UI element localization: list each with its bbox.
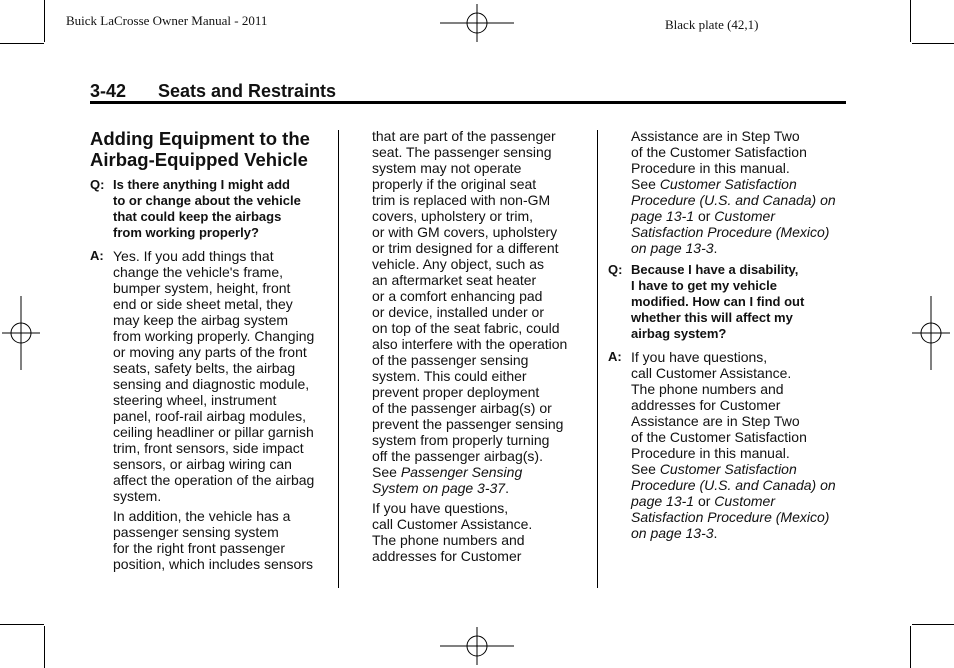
answer-line: system. [113, 488, 162, 504]
cross-reference-link[interactable]: Satisfaction Procedure (Mexico) [631, 509, 830, 525]
paragraph-line: of the Customer Satisfaction [631, 144, 807, 160]
registration-mark-top-icon [440, 4, 514, 42]
question-line: whether this will affect my [631, 310, 793, 325]
paragraph-line: addresses for Customer [372, 548, 522, 564]
see-reference [631, 224, 848, 240]
heading-line: Adding Equipment to the [90, 128, 310, 149]
see-reference [631, 509, 848, 525]
question-block [90, 177, 335, 241]
answer-block [608, 349, 848, 541]
column-3 [608, 128, 848, 541]
answer-tag: A: [608, 349, 622, 364]
paragraph-line: or a comfort enhancing pad [372, 288, 543, 304]
page-number: 3-42 [90, 81, 127, 101]
cross-reference-link[interactable]: Procedure (U.S. and Canada) on [631, 192, 836, 208]
question-tag: Q: [90, 177, 105, 192]
answer-line: may keep the airbag system [113, 312, 289, 328]
see-prefix: See [372, 464, 401, 480]
cross-reference-link[interactable]: Procedure (U.S. and Canada) on [631, 477, 836, 493]
paragraph-line: that are part of the passenger [372, 128, 556, 144]
see-prefix: See [631, 461, 660, 477]
see-reference [372, 464, 594, 480]
question-tag: Q: [608, 262, 623, 277]
manual-title: Buick LaCrosse Owner Manual - 2011 [66, 13, 268, 28]
paragraph-line: or with GM covers, upholstery [372, 224, 558, 240]
question-line: I have to get my vehicle [631, 278, 777, 293]
see-connector: or [694, 493, 715, 509]
paragraph-line: system from properly turning [372, 432, 550, 448]
registration-mark-bottom-icon [440, 627, 514, 665]
crop-mark-br-v [910, 626, 911, 668]
answer-line: panel, roof-rail airbag modules, [113, 408, 306, 424]
paragraph-line: system. This could either [372, 368, 527, 384]
registration-mark-right-icon [912, 296, 950, 370]
see-prefix: See [631, 176, 660, 192]
see-reference [631, 461, 848, 477]
paragraph-line: vehicle. Any object, such as [372, 256, 544, 272]
paragraph-line: an aftermarket seat heater [372, 272, 537, 288]
paragraph-line: off the passenger airbag(s). [372, 448, 543, 464]
see-reference [631, 208, 848, 224]
answer-line: steering wheel, instrument [113, 392, 277, 408]
answer-line: trim, front sensors, side impact [113, 440, 304, 456]
paragraph-line: The phone numbers and [372, 532, 525, 548]
see-reference [372, 480, 594, 496]
answer-line: or moving any parts of the front [113, 344, 307, 360]
topic-heading [90, 128, 335, 170]
paragraph-line: covers, upholstery or trim, [372, 208, 534, 224]
paragraph-line: prevent proper deployment [372, 384, 540, 400]
heading-line: Airbag-Equipped Vehicle [90, 149, 308, 170]
answer-line: Procedure in this manual. [631, 445, 790, 461]
answer-line: end or side sheet metal, they [113, 296, 293, 312]
answer-line: from working properly. Changing [113, 328, 315, 344]
cross-reference-link[interactable]: Customer Satisfaction [659, 176, 797, 192]
paragraph-line: of the passenger sensing [372, 352, 529, 368]
paragraph-line: If you have questions, [372, 500, 509, 516]
column-divider-1 [338, 130, 339, 588]
answer-line: ceiling headliner or pillar garnish [113, 424, 314, 440]
section-rule [90, 101, 846, 104]
crop-mark-bl-v [44, 626, 45, 668]
paragraph-line: also interfere with the operation [372, 336, 568, 352]
cross-reference-link[interactable]: Customer [714, 208, 775, 224]
paragraph-line: Procedure in this manual. [631, 160, 790, 176]
crop-mark-tr-v [910, 0, 911, 42]
paragraph-line: Assistance are in Step Two [631, 128, 800, 144]
cross-reference-link[interactable]: Customer Satisfaction [659, 461, 797, 477]
see-reference [631, 192, 848, 208]
see-suffix: . [505, 480, 509, 496]
crop-mark-bl-h [0, 624, 44, 625]
paragraph-line: seat. The passenger sensing [372, 144, 552, 160]
answer-line: The phone numbers and [631, 381, 784, 397]
answer-line: seats, safety belts, the airbag [113, 360, 296, 376]
plate-label: Black plate (42,1) [665, 17, 759, 32]
answer-line: Assistance are in Step Two [631, 413, 800, 429]
section-title: Seats and Restraints [158, 81, 337, 101]
answer-line: bumper system, height, front [113, 280, 291, 296]
cross-reference-link[interactable]: page 13-1 [631, 493, 695, 509]
cross-reference-link[interactable]: System on page 3-37 [372, 480, 506, 496]
answer-block [90, 248, 335, 504]
paragraph-line: call Customer Assistance. [372, 516, 533, 532]
see-reference [631, 525, 848, 541]
cross-reference-link[interactable]: Customer [714, 493, 775, 509]
answer-line: of the Customer Satisfaction [631, 429, 807, 445]
see-reference [631, 477, 848, 493]
paragraph-line: properly if the original seat [372, 176, 537, 192]
answer-line: If you have questions, [631, 349, 768, 365]
paragraph-line: or trim designed for a different [372, 240, 559, 256]
cross-reference-link[interactable]: on page 13-3 [631, 240, 714, 256]
question-line: modified. How can I find out [631, 294, 805, 309]
cross-reference-link[interactable]: Satisfaction Procedure (Mexico) [631, 224, 830, 240]
cross-reference-link[interactable]: Passenger Sensing [400, 464, 523, 480]
crop-mark-tl-v [44, 0, 45, 42]
column-1 [90, 128, 335, 572]
question-line: Because I have a disability, [631, 262, 799, 277]
see-reference [631, 493, 848, 509]
crop-mark-tl-h [0, 43, 44, 44]
paragraph [90, 508, 335, 572]
see-suffix: . [713, 525, 718, 541]
see-reference [631, 240, 848, 256]
answer-line: sensors, or airbag wiring can [113, 456, 292, 472]
cross-reference-link[interactable]: on page 13-3 [631, 525, 714, 541]
crop-mark-tr-h [912, 43, 954, 44]
paragraph-line: position, which includes sensors [113, 556, 313, 572]
answer-line: call Customer Assistance. [631, 365, 792, 381]
paragraph-line: system may not operate [372, 160, 522, 176]
column-2 [372, 128, 594, 564]
paragraph-line: for the right front passenger [113, 540, 285, 556]
answer-line: addresses for Customer [631, 397, 781, 413]
answer-tag: A: [90, 248, 104, 263]
question-block [608, 262, 848, 342]
cross-reference-link[interactable]: page 13-1 [631, 208, 695, 224]
question-line: airbag system? [631, 326, 727, 341]
answer-line: Yes. If you add things that [113, 248, 274, 264]
paragraph-line: or device, installed under or [372, 304, 544, 320]
paragraph-line: on top of the seat fabric, could [372, 320, 560, 336]
registration-mark-left-icon [2, 296, 40, 370]
paragraph-line: passenger sensing system [113, 524, 279, 540]
question-line: that could keep the airbags [113, 209, 282, 224]
question-line: from working properly? [113, 225, 259, 240]
paragraph-line: prevent the passenger sensing [372, 416, 564, 432]
crop-mark-br-h [912, 624, 954, 625]
see-connector: or [694, 208, 715, 224]
answer-line: change the vehicle's frame, [113, 264, 283, 280]
question-line: Is there anything I might add [113, 177, 290, 192]
see-suffix: . [713, 240, 718, 256]
question-line: to or change about the vehicle [113, 193, 301, 208]
paragraph-line: In addition, the vehicle has a [113, 508, 291, 524]
answer-line: sensing and diagnostic module, [113, 376, 310, 392]
answer-line: affect the operation of the airbag [113, 472, 315, 488]
paragraph [372, 128, 594, 496]
see-reference [631, 176, 848, 192]
paragraph-line: trim is replaced with non-GM [372, 192, 551, 208]
paragraph-line: of the passenger airbag(s) or [372, 400, 552, 416]
column-divider-2 [597, 130, 598, 588]
paragraph [372, 500, 594, 564]
paragraph [608, 128, 848, 256]
